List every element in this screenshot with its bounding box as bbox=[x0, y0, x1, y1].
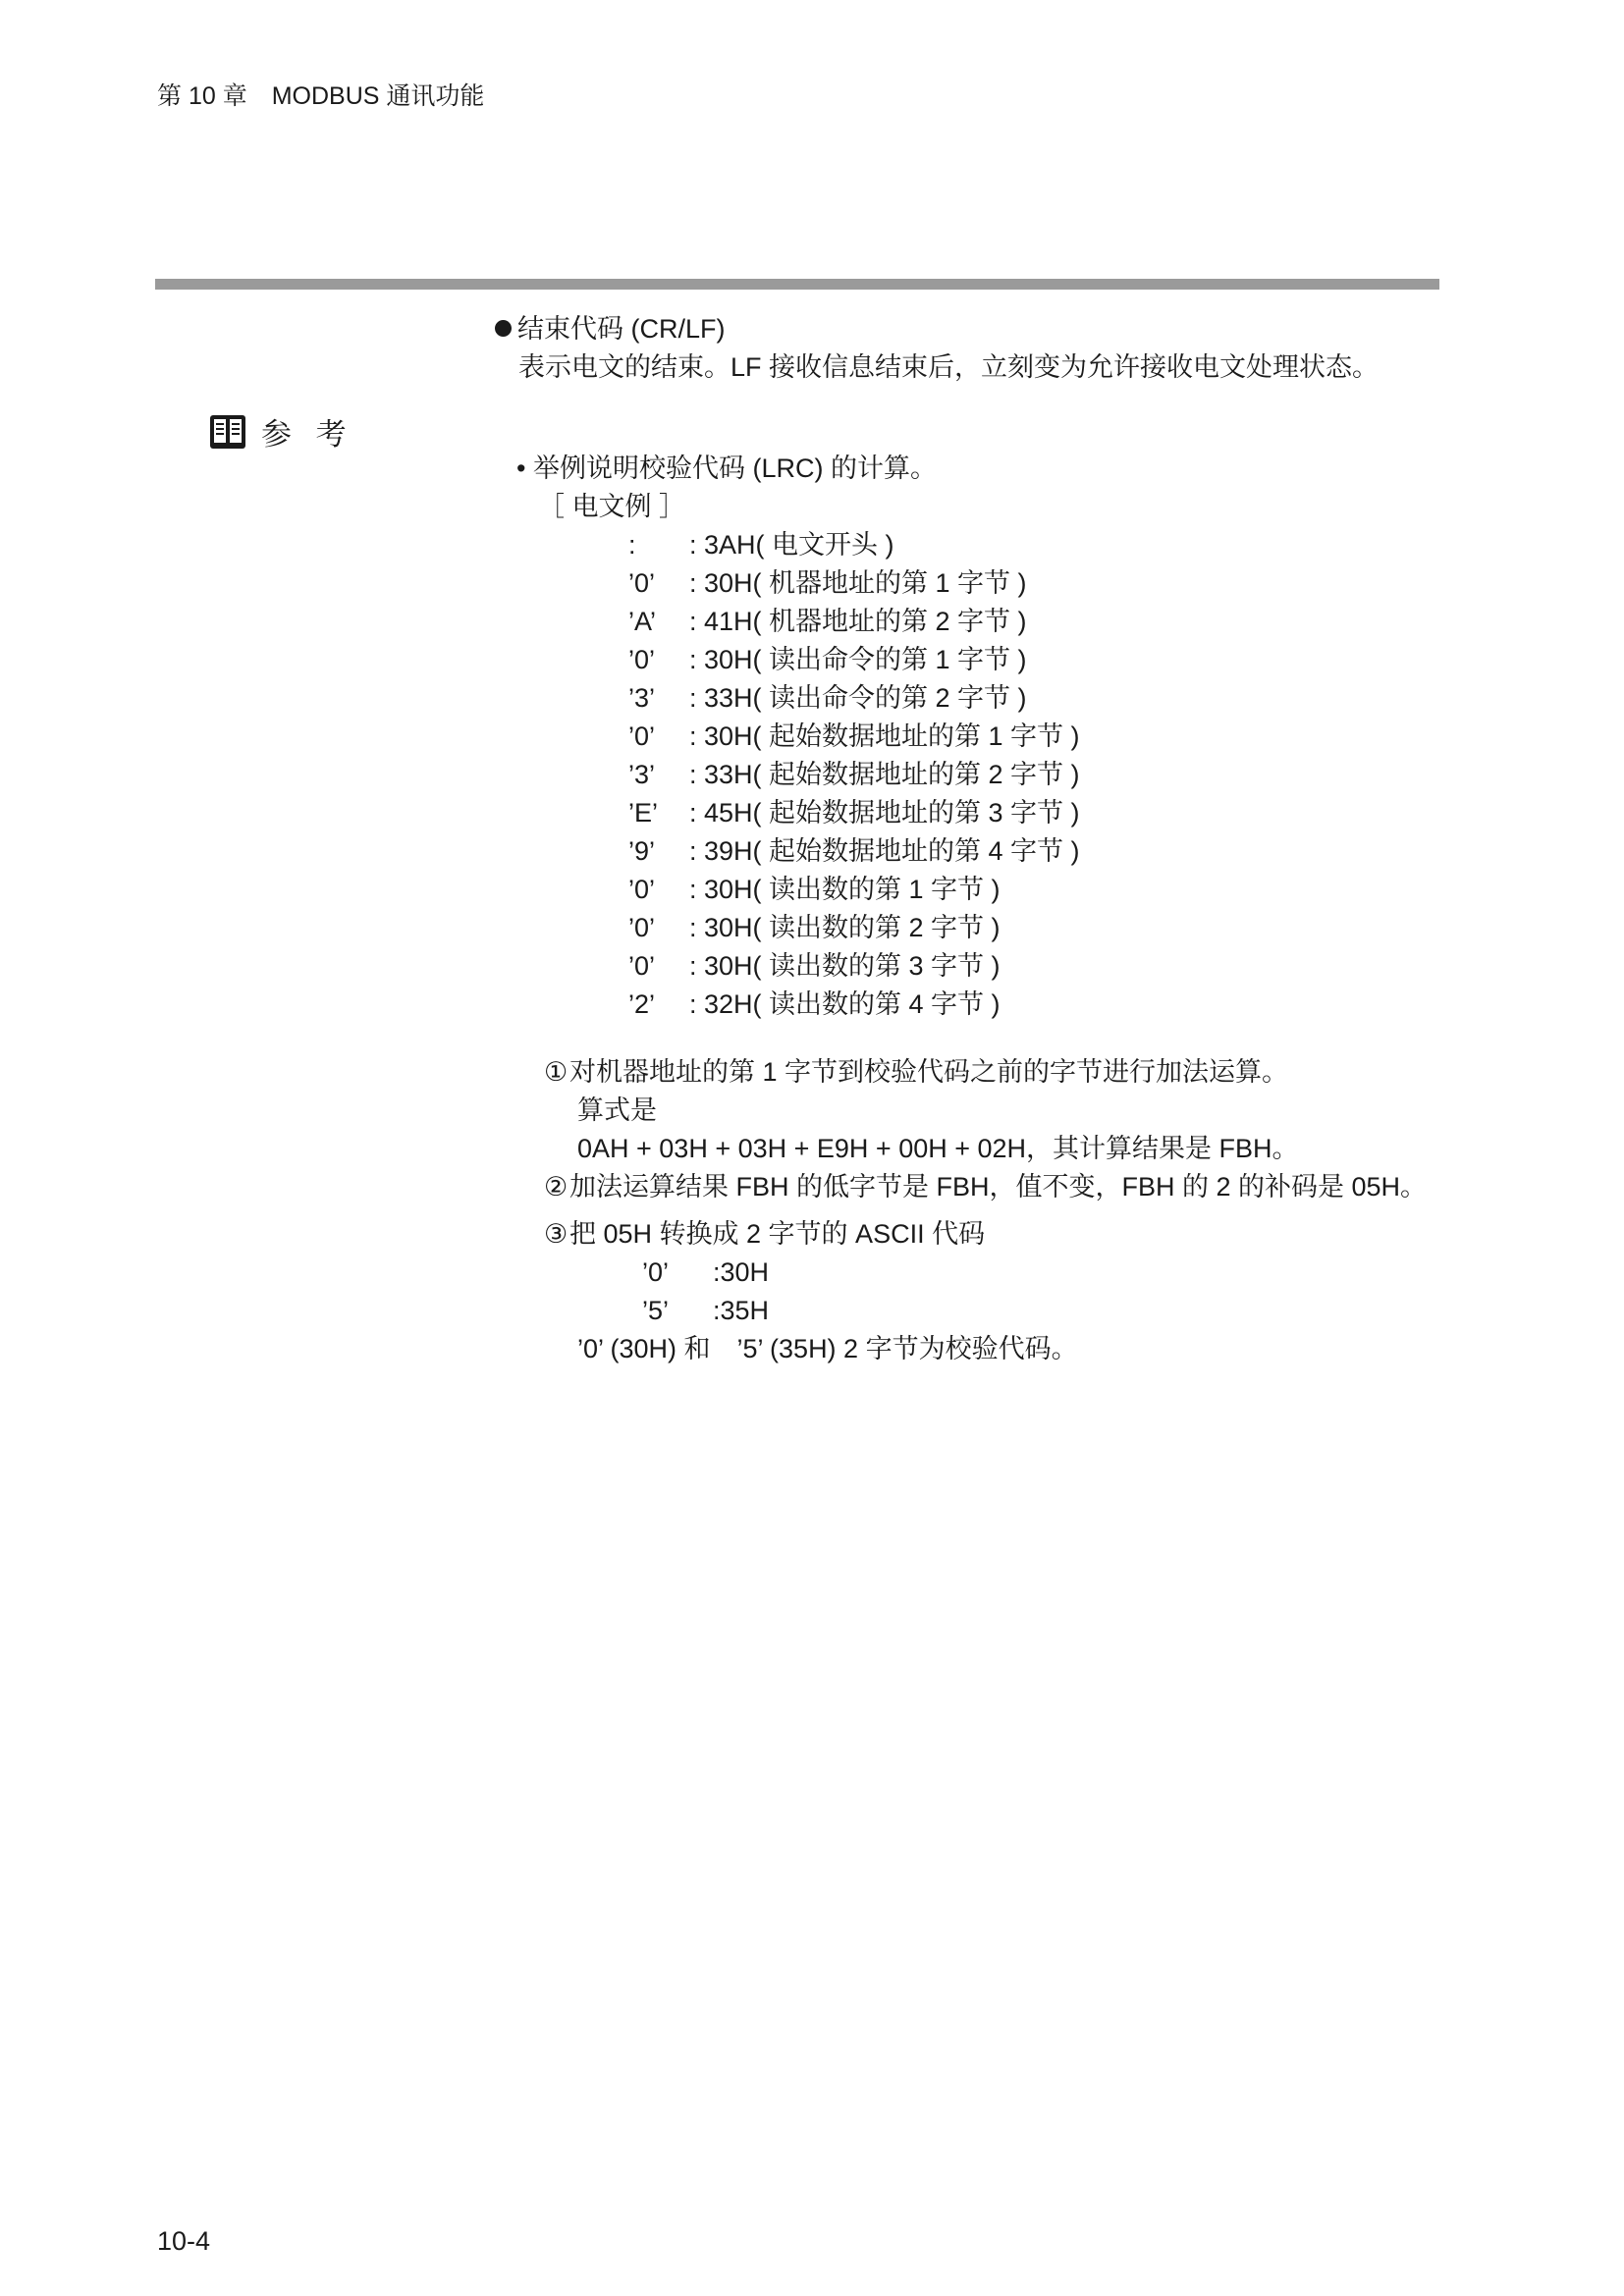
end-code-title bbox=[495, 310, 726, 348]
reference-label: 参 考 bbox=[261, 417, 354, 452]
list-item: ’0’ : 30H( 机器地址的第 1 字节 ) bbox=[628, 568, 1027, 598]
step-2-number: ② bbox=[544, 1172, 568, 1201]
open-book-icon bbox=[208, 413, 247, 451]
example-title: ［ 电文例 ］ bbox=[538, 492, 686, 521]
list-item: ’A’ : 41H( 机器地址的第 2 字节 ) bbox=[628, 607, 1027, 636]
list-item: ’3’ : 33H( 读出命令的第 2 字节 ) bbox=[628, 683, 1027, 713]
list-item: ’9’ : 39H( 起始数据地址的第 4 字节 ) bbox=[628, 836, 1080, 866]
list-item: ’0’ : 30H( 读出数的第 2 字节 ) bbox=[628, 913, 1001, 942]
list-item: : : 3AH( 电文开头 ) bbox=[628, 530, 894, 560]
step-3-text: 把 05H 转换成 2 字节的 ASCII 代码 bbox=[569, 1219, 986, 1249]
lrc-intro: • 举例说明校验代码 (LRC) 的计算。 bbox=[516, 454, 937, 483]
chapter-header: 第 10 章 MODBUS 通讯功能 bbox=[157, 82, 485, 110]
step-1-formula: 0AH + 03H + 03H + E9H + 00H + 02H，其计算结果是 FBH。 bbox=[577, 1134, 1299, 1163]
list-item: ’0’ : 30H( 读出命令的第 1 字节 ) bbox=[628, 645, 1027, 674]
step-3-number: ③ bbox=[544, 1219, 568, 1249]
step-1-formula-label: 算式是 bbox=[577, 1095, 657, 1125]
conclusion: ’0’ (30H) 和 ’5’ (35H) 2 字节为校验代码。 bbox=[577, 1334, 1078, 1363]
step-1-number: ① bbox=[544, 1057, 568, 1087]
ascii-code-list bbox=[642, 1254, 769, 1330]
step-1-text: 对机器地址的第 1 字节到校验代码之前的字节进行加法运算。 bbox=[569, 1057, 1289, 1087]
list-item: ’0’ : 30H( 读出数的第 1 字节 ) bbox=[628, 875, 1001, 904]
step-1 bbox=[544, 1053, 1288, 1092]
section-divider bbox=[155, 279, 1439, 290]
end-code-title-text: 结束代码 (CR/LF) bbox=[517, 314, 726, 344]
page-number: 10-4 bbox=[157, 2226, 211, 2256]
telegram-example-list bbox=[628, 526, 1080, 1024]
step-2 bbox=[544, 1168, 1427, 1206]
bullet-dot-icon bbox=[495, 320, 512, 337]
list-item: ’5’ :35H bbox=[642, 1296, 770, 1325]
step-2-text: 加法运算结果 FBH 的低字节是 FBH，值不变，FBH 的 2 的补码是 05H。 bbox=[569, 1172, 1428, 1201]
list-item: ’0’ : 30H( 读出数的第 3 字节 ) bbox=[628, 951, 1001, 981]
list-item: ’0’ :30H bbox=[642, 1257, 770, 1287]
list-item: ’0’ : 30H( 起始数据地址的第 1 字节 ) bbox=[628, 721, 1080, 751]
reference-marker bbox=[208, 409, 354, 454]
list-item: ’3’ : 33H( 起始数据地址的第 2 字节 ) bbox=[628, 760, 1080, 789]
end-code-description: 表示电文的结束。LF 接收信息结束后，立刻变为允许接收电文处理状态。 bbox=[518, 352, 1380, 382]
list-item: ’E’ : 45H( 起始数据地址的第 3 字节 ) bbox=[628, 798, 1080, 828]
list-item: ’2’ : 32H( 读出数的第 4 字节 ) bbox=[628, 989, 1001, 1019]
step-3 bbox=[544, 1215, 985, 1254]
